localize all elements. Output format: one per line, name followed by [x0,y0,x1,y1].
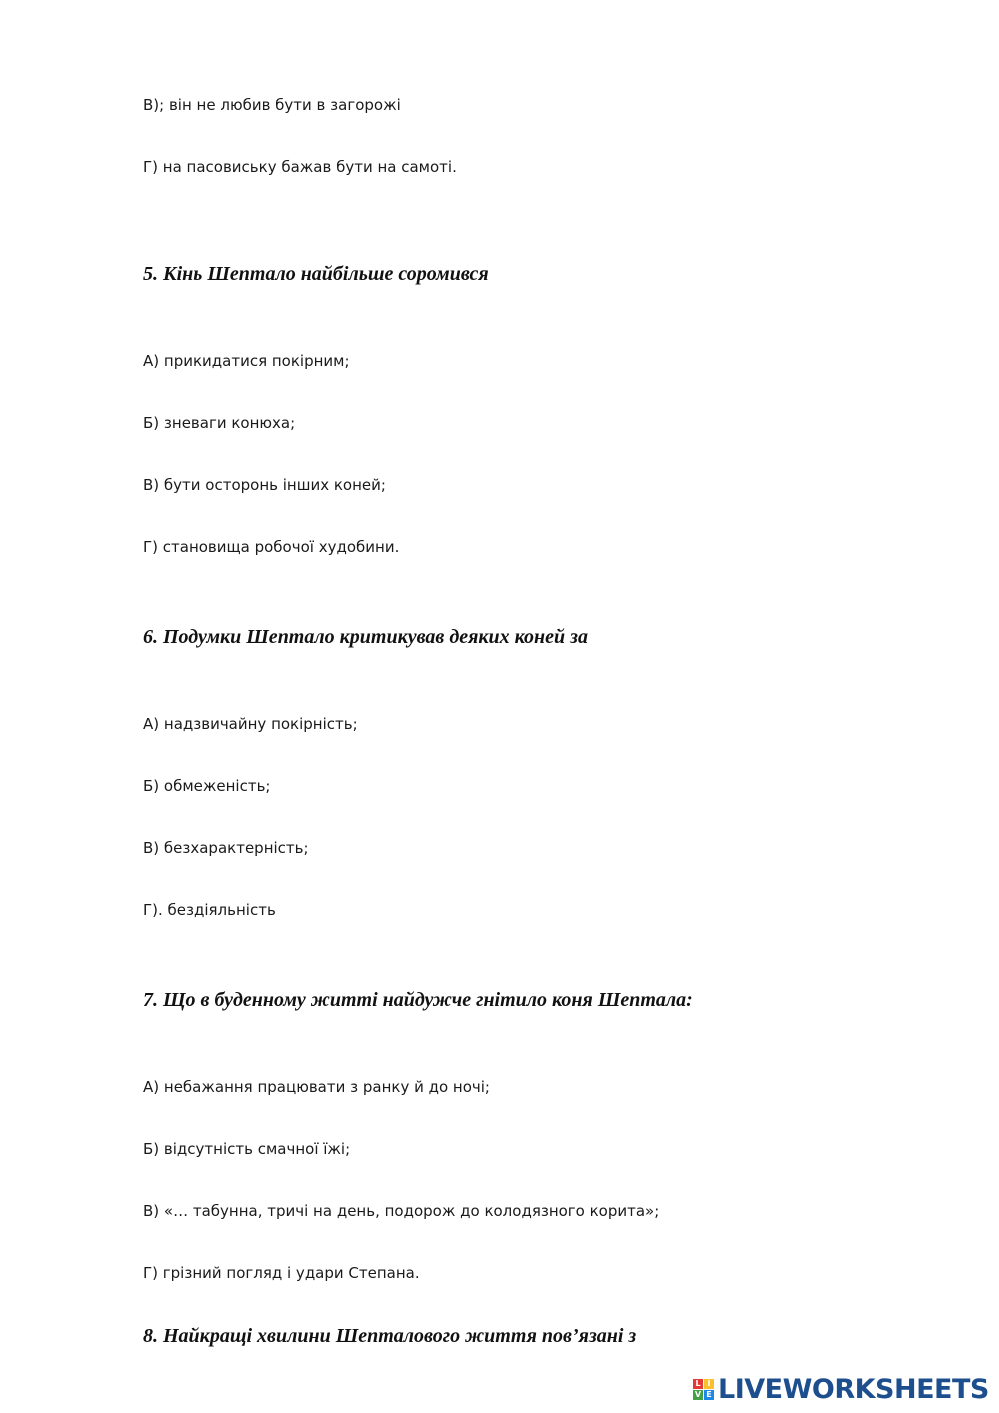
option-6-b: Б) обмеженість; [143,777,271,795]
option-5-prev-g: Г) на пасовиську бажав бути на самоті. [143,158,457,176]
question-6: 6. Подумки Шептало критикував деяких коней за [143,626,588,648]
question-8: 8. Найкращі хвилини Шепталового життя пов’язані з [143,1325,637,1347]
question-5: 5. Кінь Шептало найбільше соромився [143,263,489,285]
option-7-g: Г) грізний погляд і удари Степана. [143,1264,420,1282]
option-5-b: Б) зневаги конюха; [143,414,296,432]
option-6-v: В) безхарактерність; [143,839,309,857]
logo-mark-cell: E [704,1390,714,1400]
liveworksheets-logo[interactable] [693,1373,989,1405]
option-7-v: В) «… табунна, тричі на день, подорож до колодязного корита»; [143,1202,660,1220]
logo-mark-cell: I [704,1379,714,1389]
logo-mark-cell: V [694,1389,702,1399]
option-6-g: Г). бездіяльність [143,901,276,919]
option-7-a: А) небажання працювати з ранку й до ночі; [143,1078,490,1096]
liveworksheets-logo-text: LIVEWORKSHEETS [718,1373,989,1405]
option-6-a: А) надзвичайну покірність; [143,715,358,733]
logo-mark-cell: L [693,1379,703,1389]
option-5-prev-v: В); він не любив бути в загорожі [143,96,401,114]
option-5-v: В) бути осторонь інших коней; [143,476,386,494]
question-7: 7. Що в буденному житті найдужче гнітило коня Шептала: [143,989,693,1011]
option-5-g: Г) становища робочої худобини. [143,538,400,556]
liveworksheets-logo-icon [693,1379,714,1400]
option-7-b: Б) відсутність смачної їжі; [143,1140,351,1158]
option-5-a: А) прикидатися покірним; [143,352,350,370]
